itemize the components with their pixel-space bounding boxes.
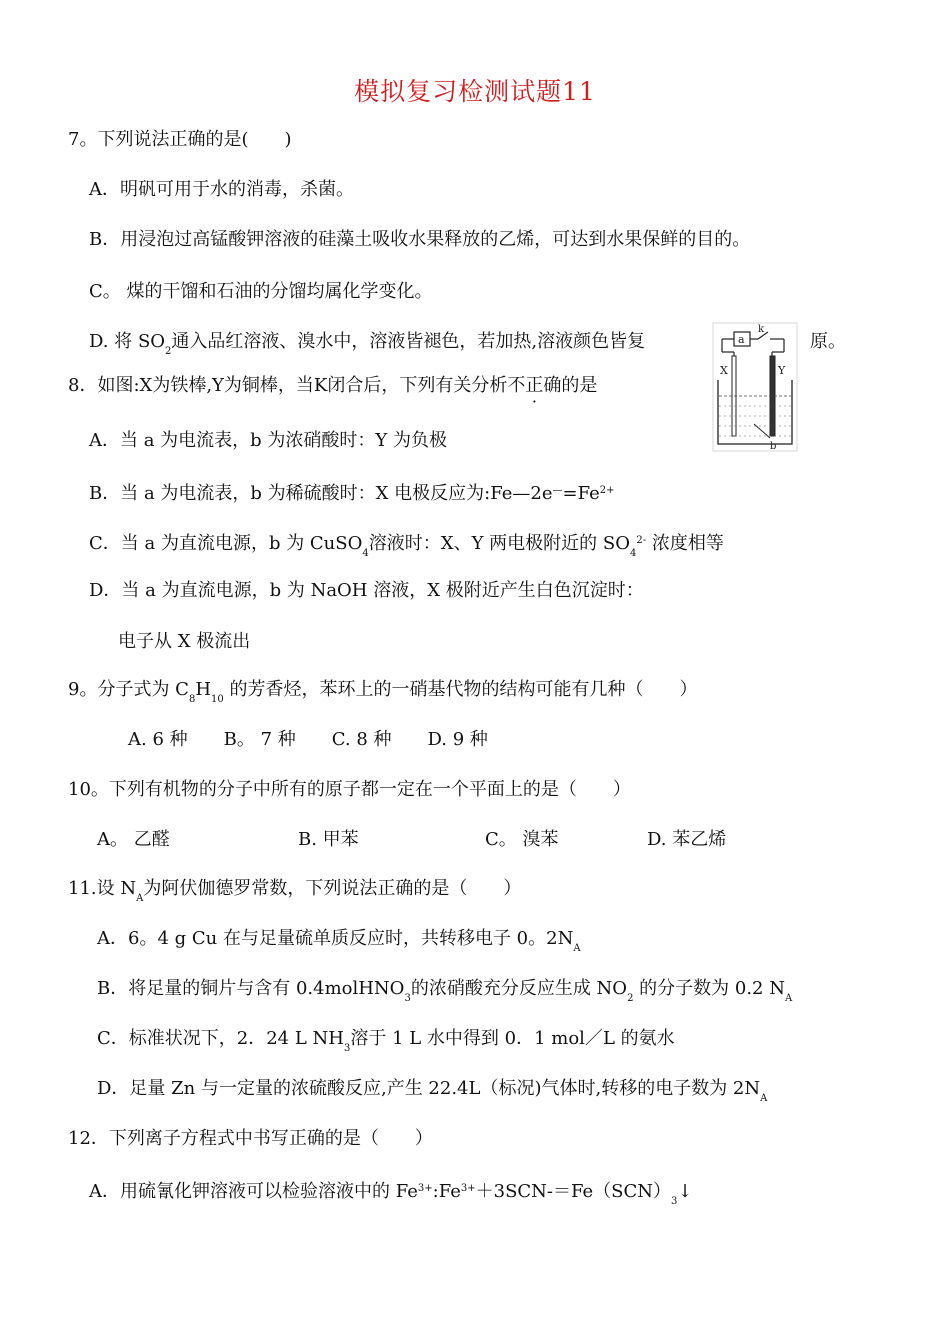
solution-label: b	[770, 441, 777, 452]
q9-options: A. 6 种 B。 7 种 C. 8 种 D. 9 种	[128, 729, 488, 750]
q8-option-b: B．当 a 为电流表，b 为稀硫酸时：X 电极反应为$:Fe—2e^—=Fe^{2+}$	[89, 483, 615, 504]
q10-option-a: A。 乙醛	[97, 829, 170, 850]
meter-label: a	[738, 333, 745, 346]
page-title: 模拟复习检测试题11	[354, 77, 596, 106]
q7-option-c: C。 煤的干馏和石油的分馏均属化学变化。	[89, 281, 433, 302]
q11-option-d: D．足量 Zn 与一定量的浓硫酸反应,产生 22.4L（标况)气体时,转移的电子数为 $2N_A$	[97, 1078, 768, 1104]
q12-stem: 12．下列离子方程式中书写正确的是（ ）	[68, 1128, 433, 1149]
q10-option-d: D. 苯乙烯	[647, 829, 727, 850]
q7-option-d-end: 原。	[810, 331, 846, 352]
q10-option-c: C。 溴苯	[485, 829, 559, 850]
q10-stem: 10。下列有机物的分子中所有的原子都一定在一个平面上的是（ ）	[68, 779, 631, 800]
q8-option-d: D．当 a 为直流电源，b 为 NaOH 溶液，X 极附近产生白色沉淀时：	[89, 580, 644, 601]
q8-option-c: C．当 a 为直流电源，b 为 CuSO$_4$溶液时：X、Y 两电极附近的 $SO_4^{2-}$ 浓度相等	[89, 533, 724, 559]
q11-option-b: B．将足量的铜片与含有 0.4molHNO$_3$的浓硝酸充分反应生成 $NO_2$ 的分子数为 0.2 $N_A$	[97, 978, 793, 1004]
q9-stem: 9。分子式为 $C_8H_{10}$ 的芳香烃，苯环上的一硝基代物的结构可能有几种（ ）	[68, 679, 698, 705]
switch-label: k	[758, 324, 765, 335]
electrode-x-label: X	[720, 364, 728, 377]
q8-stem: 8．如图:X为铁棒,Y为铜棒，当K闭合后，下列有关分析不正确的是	[68, 375, 598, 396]
q12-option-a: A．用硫氰化钾溶液可以检验溶液中的 $Fe^{3+}:Fe^{3+}+3SCN-=Fe(SCN)_3↓$	[89, 1181, 693, 1207]
q7-option-d: D. 将 $SO_2$通入品红溶液、溴水中，溶液皆褪色，若加热,溶液颜色皆复	[89, 331, 646, 357]
q7-option-a: A．明矾可用于水的消毒，杀菌。	[89, 179, 354, 200]
q7-option-b: B．用浸泡过高锰酸钾溶液的硅藻土吸收水果释放的乙烯，可达到水果保鲜的目的。	[89, 229, 751, 250]
q11-stem: 11.设 $N_A$为阿伏伽德罗常数，下列说法正确的是（ ）	[68, 878, 522, 904]
q7-stem: 7。下列说法正确的是( )	[68, 129, 292, 150]
q11-option-a: A．6。4 g Cu 在与足量硫单质反应时，共转移电子 0。$2N_A$	[97, 928, 581, 954]
q10-option-b: B. 甲苯	[298, 829, 359, 850]
q11-option-c: C．标准状况下，2．24 L $NH_3$溶于 1 L 水中得到 0．1 mol／L 的氨水	[97, 1028, 675, 1054]
electrolysis-diagram	[712, 322, 798, 452]
q8-option-d-continued: 电子从 X 极流出	[118, 631, 251, 652]
q8-option-a: A．当 a 为电流表，b 为浓硝酸时：Y 为负极	[89, 430, 448, 451]
electrode-y-label: Y	[778, 364, 786, 377]
emphasis-text: 不正确	[507, 375, 562, 396]
